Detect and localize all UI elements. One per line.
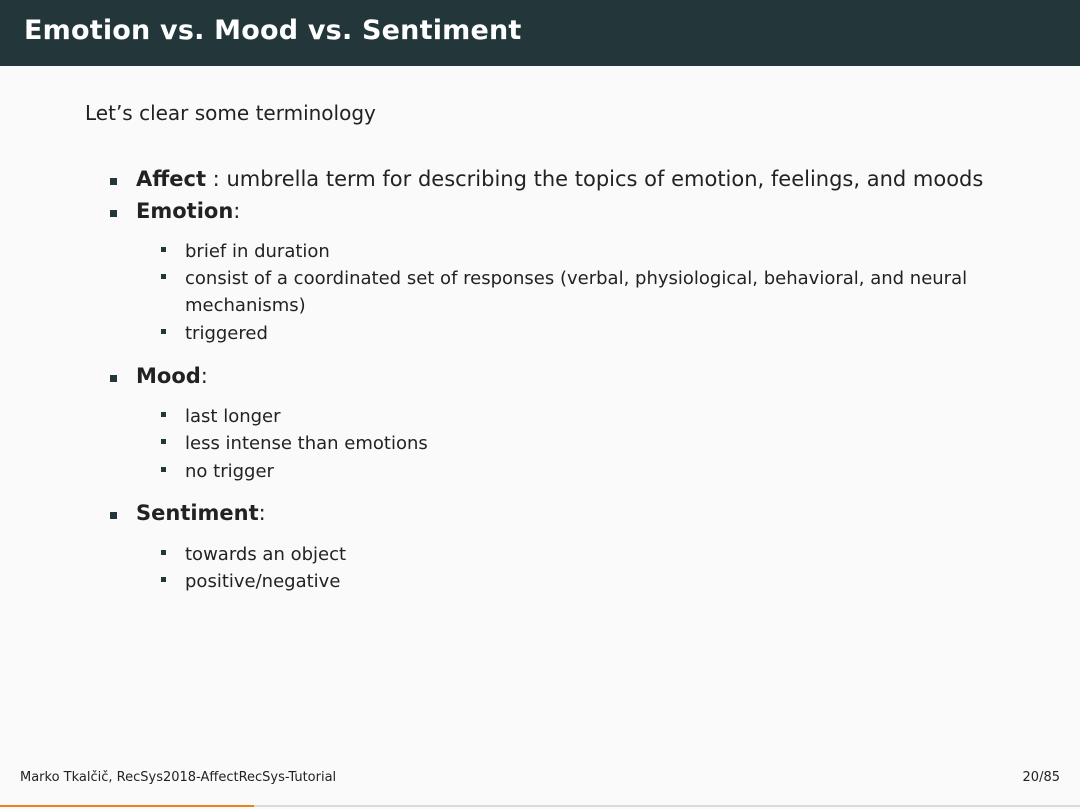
bullet-square-icon: [110, 375, 117, 382]
sub-bullet-square-icon: [161, 274, 166, 279]
bullet-square-icon: [110, 178, 117, 185]
bullet-square-icon: [110, 210, 117, 217]
sub-bullet-square-icon: [161, 439, 166, 444]
progress-bar: [0, 805, 1080, 807]
title-bar: [0, 0, 1080, 66]
sub-bullet-square-icon: [161, 412, 166, 417]
bullet-square-icon: [110, 512, 117, 519]
page-number: 20/85: [1022, 770, 1060, 785]
sub-bullet-square-icon: [161, 247, 166, 252]
sub-bullet-square-icon: [161, 467, 166, 472]
separator: :: [233, 199, 241, 223]
term-mood: Mood: [136, 364, 201, 388]
sub-bullet-square-icon: [161, 329, 166, 334]
sub-bullet-square-icon: [161, 577, 166, 582]
term-affect: Affect: [136, 167, 206, 191]
progress-bar-fill: [0, 805, 254, 807]
term-emotion: Emotion: [136, 199, 234, 223]
intro-text: Let’s clear some terminology: [85, 101, 376, 125]
footer-author: Marko Tkalčič, RecSys2018-AffectRecSys-Tutorial: [20, 770, 337, 785]
separator: :: [200, 364, 208, 388]
separator: :: [206, 167, 227, 191]
slide: Emotion vs. Mood vs. Sentiment Let’s clear some terminology Affect : umbrella term for describing the topics of emotion, feelings, and moods Emotion: brief in duration consist of a coordinated set of responses (verbal, physiological, behavioral, and neural mechanisms) triggered Mood: last longer less intense than emotions no trigger Sentiment: towards an object positive/negative Marko Tkalčič, RecSys2018-AffectRecSys-Tutorial 20/85: [0, 0, 1080, 809]
separator: :: [258, 501, 266, 525]
term-sentiment: Sentiment: [136, 501, 259, 525]
sub-bullet-square-icon: [161, 550, 166, 555]
affect-description: umbrella term for describing the topics of emotion, feelings, and moods: [226, 167, 984, 191]
slide-title: Emotion vs. Mood vs. Sentiment: [24, 15, 522, 46]
